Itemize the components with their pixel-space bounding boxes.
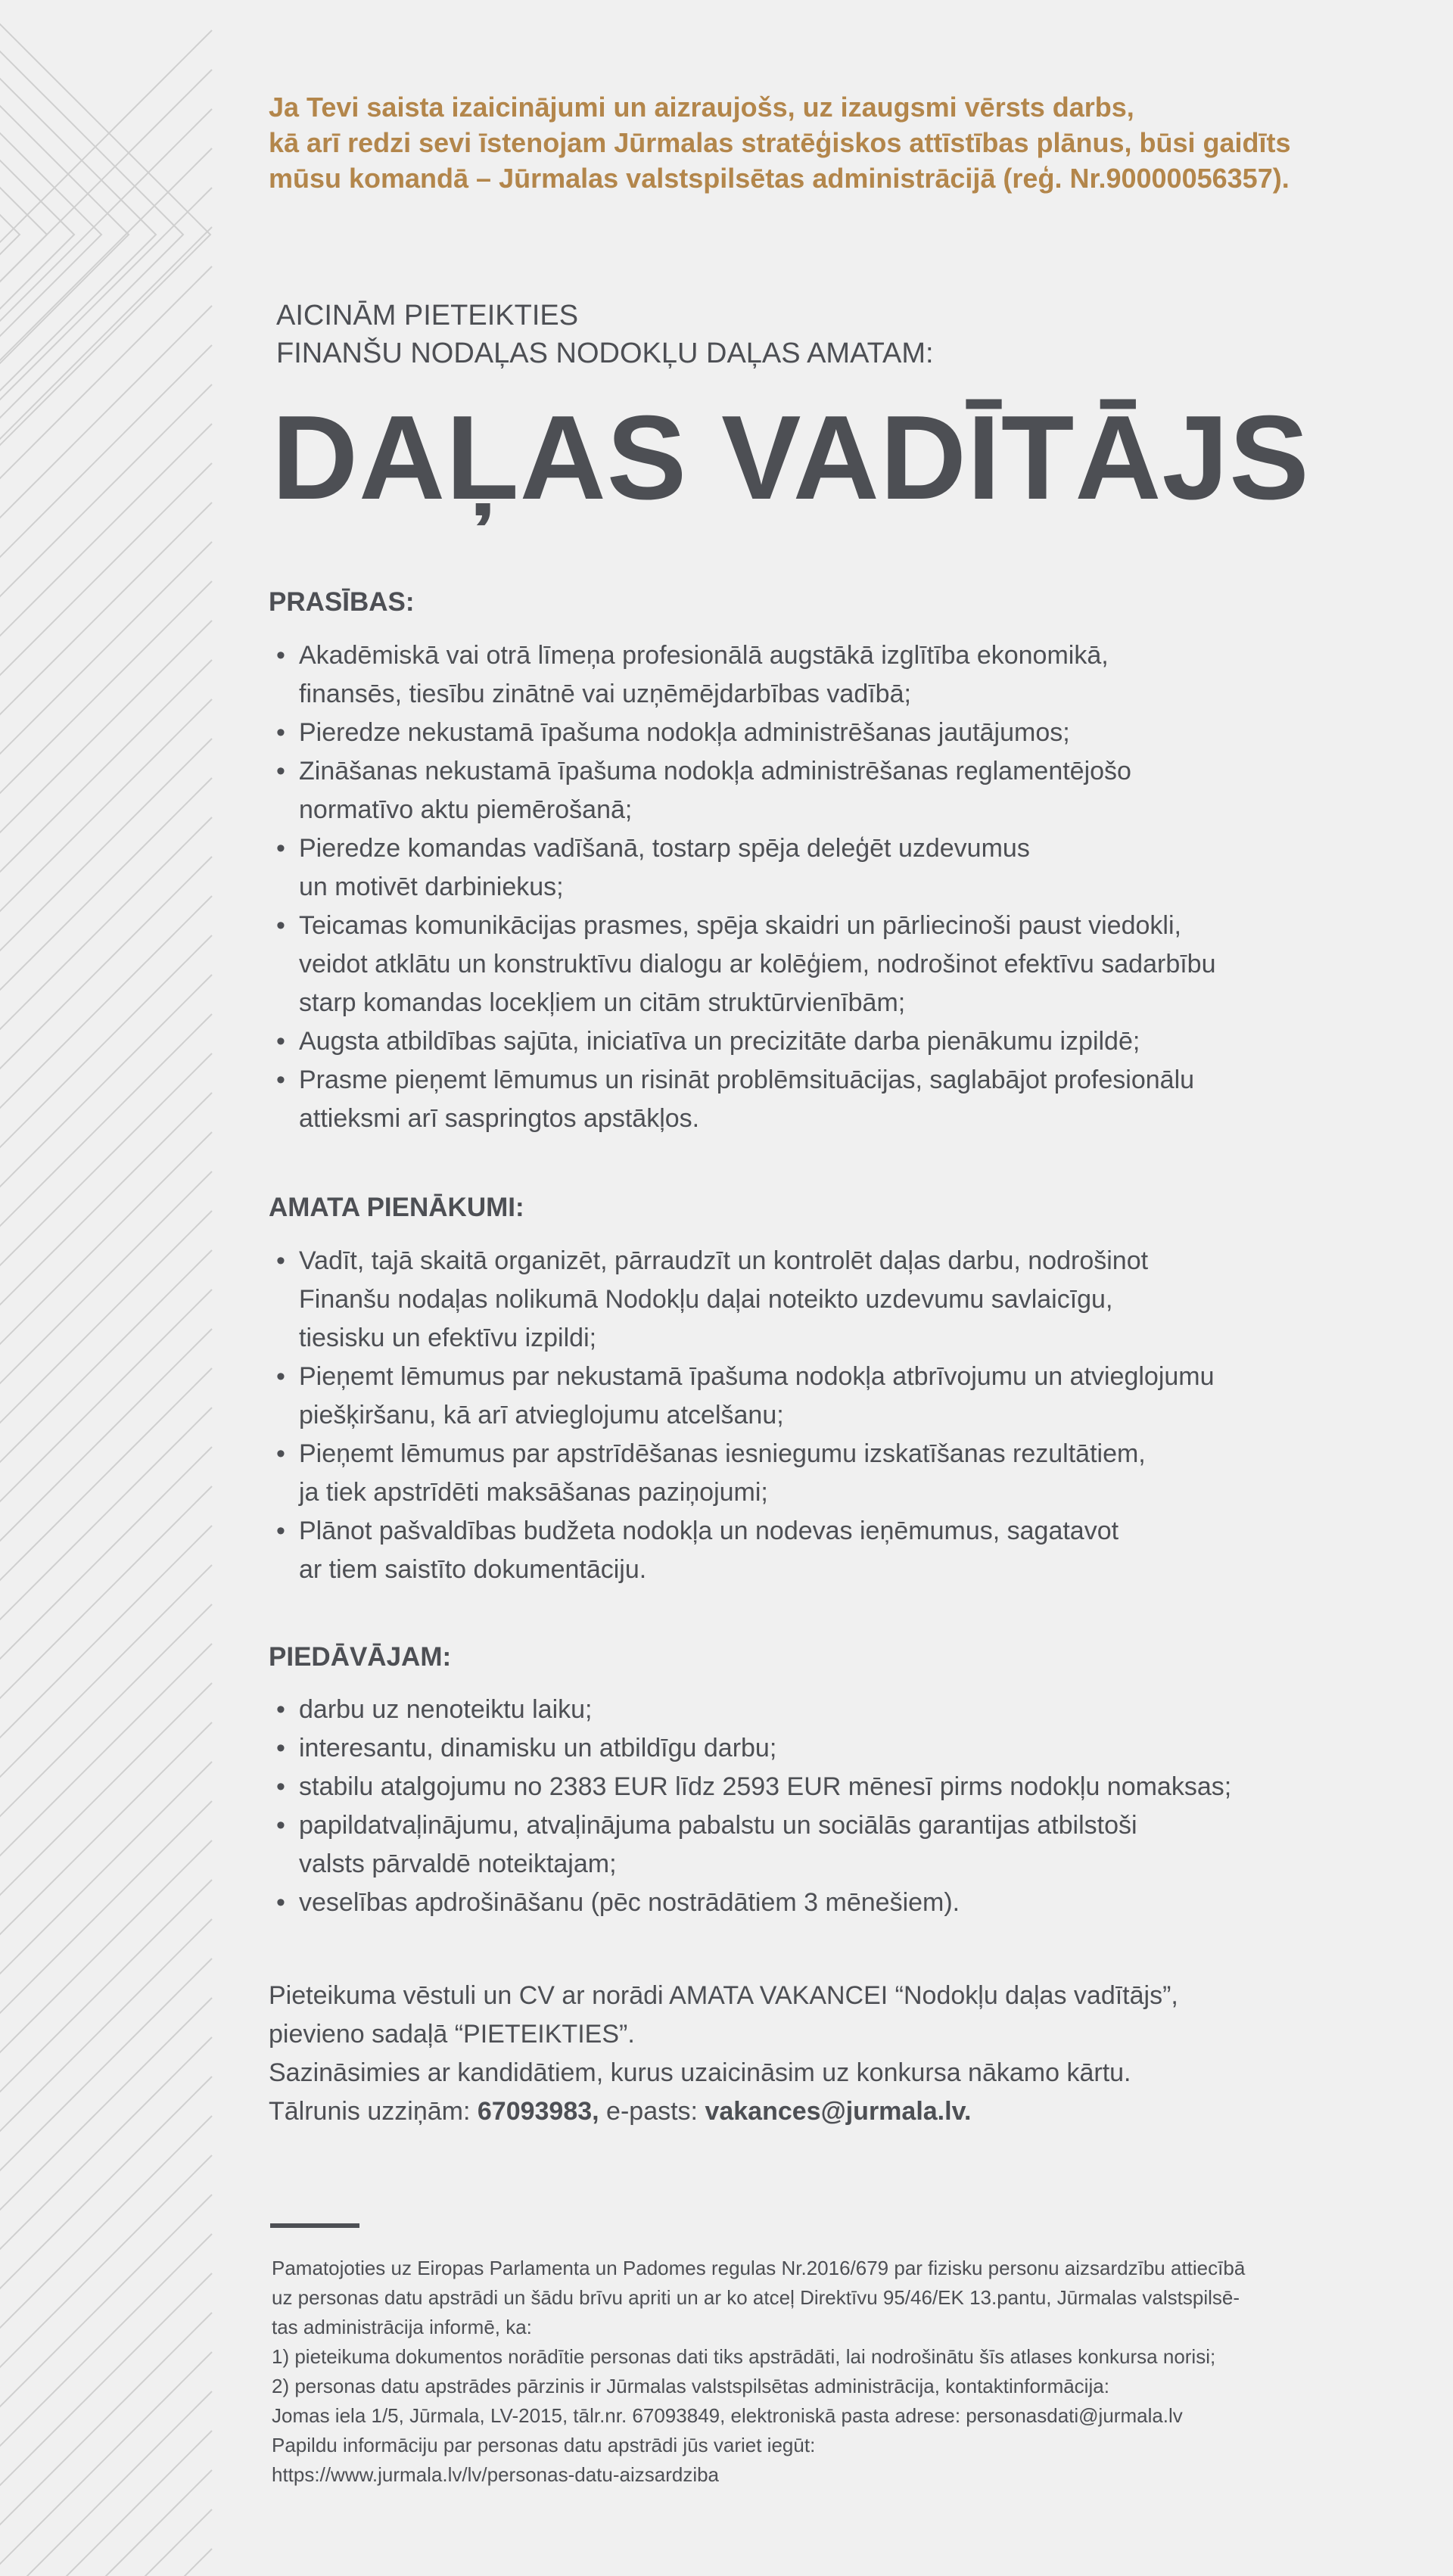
list-item-line: finansēs, tiesību zinātnē vai uzņēmējdarbības vadībā; bbox=[299, 680, 911, 708]
list-item bbox=[276, 829, 1216, 907]
legal-line: tas administrācija informē, ka: bbox=[272, 2316, 532, 2338]
invite-line-1: AICINĀM PIETEIKTIES bbox=[276, 300, 579, 331]
list-item-line: • Pieredze komandas vadīšanā, tostarp spēja deleģēt uzdevumus bbox=[299, 834, 1030, 863]
intro-text bbox=[269, 89, 1404, 196]
list-item-line: • Pieņemt lēmumus par nekustamā īpašuma nodokļa atbrīvojumu un atvieglojumu bbox=[299, 1362, 1215, 1391]
apply-line-2: pievieno sadaļā “PIETEIKTIES”. bbox=[269, 2020, 635, 2049]
legal-line: Pamatojoties uz Eiropas Parlamenta un Padomes regulas Nr.2016/679 par fizisku personu aizsardzību attiecībā bbox=[272, 2257, 1246, 2279]
apply-line-1: Pieteikuma vēstuli un CV ar norādi AMATA VAKANCEI “Nodokļu daļas vadītājs”, bbox=[269, 1981, 1178, 2010]
legal-line: uz personas datu apstrādi un šādu brīvu apriti un ar ko atceļ Direktīvu 95/46/EK 13.pantu, Jūrmalas valstspilsē- bbox=[272, 2286, 1240, 2309]
list-item bbox=[276, 752, 1216, 829]
list-item-line: starp komandas locekļiem un citām struktūrvienībām; bbox=[299, 988, 906, 1017]
legal-line: 1) pieteikuma dokumentos norādītie personas dati tiks apstrādāti, lai nodrošinātu šīs atlases konkursa norisi; bbox=[272, 2345, 1216, 2368]
list-item-line: • stabilu atalgojumu no 2383 EUR līdz 2593 EUR mēnesī pirms nodokļu nomaksas; bbox=[299, 1772, 1232, 1801]
job-title: DAĻAS VADĪTĀJS bbox=[272, 391, 1310, 524]
list-item bbox=[276, 907, 1216, 1022]
application-info bbox=[269, 1977, 1178, 2131]
contact-line bbox=[269, 2092, 1178, 2131]
list-item-line: • Prasme pieņemt lēmumus un risināt problēmsituācijas, saglabājot profesionālu bbox=[299, 1066, 1195, 1094]
duties-heading: AMATA PIENĀKUMI: bbox=[269, 1193, 524, 1222]
list-item-line: • Pieņemt lēmumus par apstrīdēšanas iesniegumu izskatīšanas rezultātiem, bbox=[299, 1439, 1146, 1468]
list-item-line: un motivēt darbiniekus; bbox=[299, 873, 564, 901]
list-item bbox=[276, 1061, 1216, 1138]
list-item-line: normatīvo aktu piemērošanā; bbox=[299, 795, 633, 824]
phone-label: Tālrunis uzziņām: bbox=[269, 2097, 478, 2126]
phone-number: 67093983, bbox=[477, 2097, 599, 2126]
divider bbox=[270, 2223, 359, 2228]
legal-line: 2) personas datu apstrādes pārzinis ir Jūrmalas valstspilsētas administrācija, kontaktinformācija: bbox=[272, 2375, 1109, 2397]
list-item-line: ja tiek apstrīdēti maksāšanas paziņojumi; bbox=[299, 1478, 768, 1507]
email-address[interactable]: vakances@jurmala.lv. bbox=[705, 2097, 972, 2126]
list-item-line: • veselības apdrošināšanu (pēc nostrādātiem 3 mēnešiem). bbox=[299, 1888, 960, 1917]
list-item bbox=[276, 1768, 1231, 1806]
list-item bbox=[276, 1242, 1215, 1358]
list-item-line: ar tiem saistīto dokumentāciju. bbox=[299, 1555, 647, 1584]
intro-line: kā arī redzi sevi īstenojam Jūrmalas stratēģiskos attīstības plānus, būsi gaidīts bbox=[269, 127, 1291, 158]
list-item bbox=[276, 1358, 1215, 1435]
list-item-line: • Zināšanas nekustamā īpašuma nodokļa administrēšanas reglamentējošo bbox=[299, 757, 1131, 786]
list-item bbox=[276, 1022, 1216, 1061]
chevron-line-pattern bbox=[0, 0, 219, 2576]
list-item-line: • darbu uz nenoteiktu laiku; bbox=[299, 1695, 593, 1724]
list-item-line: attieksmi arī saspringtos apstākļos. bbox=[299, 1104, 700, 1133]
list-item-line: • Teicamas komunikācijas prasmes, spēja skaidri un pārliecinoši paust viedokli, bbox=[299, 911, 1181, 940]
invite-heading bbox=[276, 297, 934, 372]
intro-line: Ja Tevi saista izaicinājumi un aizraujošs, uz izaugsmi vērsts darbs, bbox=[269, 92, 1134, 123]
list-item-line: piešķiršanu, kā arī atvieglojumu atcelšanu; bbox=[299, 1401, 784, 1430]
list-item-line: • Vadīt, tajā skaitā organizēt, pārraudzīt un kontrolēt daļas darbu, nodrošinot bbox=[299, 1246, 1149, 1275]
privacy-notice bbox=[272, 2254, 1245, 2490]
requirements-list bbox=[276, 636, 1216, 1138]
intro-line: mūsu komandā – Jūrmalas valstspilsētas administrācijā (reģ. Nr.90000056357). bbox=[269, 163, 1290, 194]
requirements-heading: PRASĪBAS: bbox=[269, 587, 415, 617]
list-item-line: • papildatvaļinājumu, atvaļinājuma pabalstu un sociālās garantijas atbilstoši bbox=[299, 1811, 1137, 1840]
duties-list bbox=[276, 1242, 1215, 1589]
legal-line: Papildu informāciju par personas datu apstrādi jūs variet iegūt: bbox=[272, 2434, 816, 2456]
list-item-line: veidot atklātu un konstruktīvu dialogu ar kolēģiem, nodrošinot efektīvu sadarbību bbox=[299, 950, 1216, 978]
invite-line-2: FINANŠU NODAĻAS NODOKĻU DAĻAS AMATAM: bbox=[276, 338, 934, 369]
privacy-link[interactable]: https://www.jurmala.lv/lv/personas-datu-aizsardziba bbox=[272, 2463, 720, 2486]
list-item-line: • Augsta atbildības sajūta, iniciatīva un precizitāte darba pienākumu izpildē; bbox=[299, 1027, 1140, 1056]
list-item-line: tiesisku un efektīvu izpildi; bbox=[299, 1324, 597, 1352]
list-item-line: • interesantu, dinamisku un atbildīgu darbu; bbox=[299, 1734, 777, 1762]
list-item bbox=[276, 1806, 1231, 1884]
list-item-line: • Pieredze nekustamā īpašuma nodokļa administrēšanas jautājumos; bbox=[299, 718, 1070, 747]
list-item bbox=[276, 1512, 1215, 1589]
list-item-line: valsts pārvaldē noteiktajam; bbox=[299, 1850, 617, 1878]
list-item bbox=[276, 1884, 1231, 1922]
legal-line: Jomas iela 1/5, Jūrmala, LV-2015, tālr.nr. 67093849, elektroniskā pasta adrese: personasdati@jurmala.lv bbox=[272, 2404, 1183, 2427]
list-item bbox=[276, 636, 1216, 714]
list-item bbox=[276, 1729, 1231, 1768]
offer-heading: PIEDĀVĀJAM: bbox=[269, 1642, 452, 1672]
list-item bbox=[276, 714, 1216, 752]
list-item bbox=[276, 1435, 1215, 1512]
list-item-line: Finanšu nodaļas nolikumā Nodokļu daļai noteikto uzdevumu savlaicīgu, bbox=[299, 1285, 1113, 1314]
list-item-line: • Akadēmiskā vai otrā līmeņa profesionālā augstākā izglītība ekonomikā, bbox=[299, 641, 1109, 670]
offer-list bbox=[276, 1691, 1231, 1922]
list-item-line: • Plānot pašvaldības budžeta nodokļa un nodevas ieņēmumus, sagatavot bbox=[299, 1517, 1119, 1545]
apply-line-3: Sazināsimies ar kandidātiem, kurus uzaicināsim uz konkursa nākamo kārtu. bbox=[269, 2058, 1131, 2087]
list-item bbox=[276, 1691, 1231, 1729]
email-label: e-pasts: bbox=[599, 2097, 705, 2126]
